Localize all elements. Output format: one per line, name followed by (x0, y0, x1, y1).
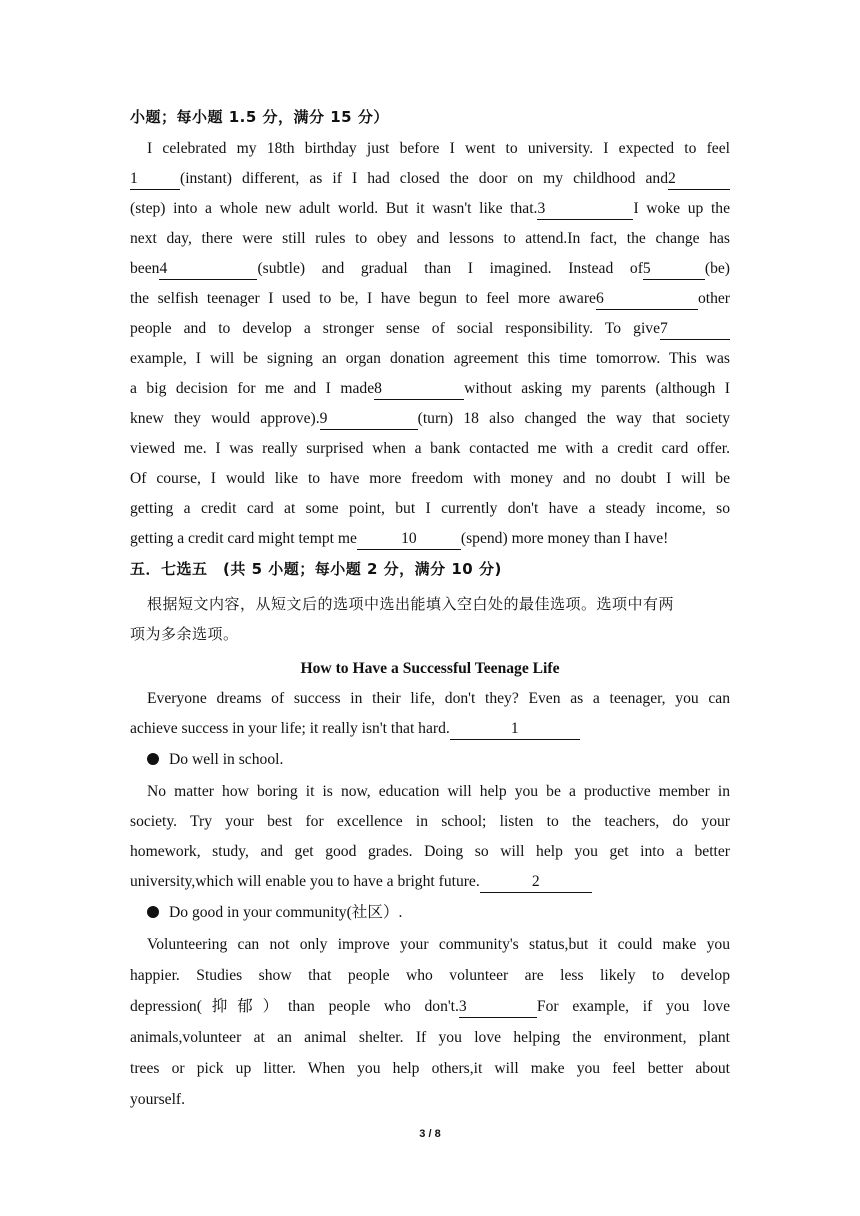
question-blank-3[interactable]: 3 (459, 997, 537, 1018)
passage2-line: happier. Studies show that people who volunteer are less likely to develop (130, 967, 730, 984)
passage1-line: next day, there were still rules to obey and lessons to attend.In fact, the change has (130, 230, 730, 247)
part5-header: 五．七选五 (共 5 小题；每小题 2 分，满分 10 分) (130, 560, 502, 578)
passage2-line: yourself. (130, 1091, 185, 1108)
instructions-line: 项为多余选项。 (130, 625, 239, 643)
blank-3[interactable]: 3 (537, 199, 633, 220)
passage2-line: No matter how boring it is now, education will help you be a productive member in (147, 783, 730, 800)
blank-2[interactable]: 2 (668, 169, 730, 190)
passage2-line: homework, study, and get good grades. Doing so will help you get into a better (130, 843, 730, 860)
passage2-line: society. Try your best for excellence in school; listen to the teachers, do your (130, 813, 730, 830)
passage2-title: How to Have a Successful Teenage Life (300, 660, 560, 677)
passage2-line: depression(抑郁）than people who don't.3 For example, if you love (130, 992, 730, 1022)
passage2-line: trees or pick up litter. When you help others,it will make you feel better about (130, 1060, 730, 1077)
question-blank-1[interactable]: 1 (450, 719, 580, 740)
passage1-line: getting a credit card at some point, but I currently don't have a steady income, so (130, 500, 730, 517)
part4-header: 小题；每小题 1.5 分，满分 15 分） (130, 108, 389, 126)
passage1-line: I celebrated my 18th birthday just before I went to university. I expected to feel (147, 140, 730, 157)
page-number: 3 / 8 (419, 1128, 441, 1140)
blank-6[interactable]: 6 (596, 289, 698, 310)
blank-8[interactable]: 8 (374, 379, 464, 400)
passage1-line: Of course, I would like to have more freedom with money and no doubt I will be (130, 470, 730, 487)
blank-1[interactable]: 1 (130, 169, 180, 190)
blank-10[interactable]: 10 (357, 529, 461, 550)
passage2-line: university,which will enable you to have a bright future. 2 (130, 867, 730, 897)
passage1-line: been4 (subtle) and gradual than I imagined. Instead of5 (be) (130, 254, 730, 284)
passage2-line: Volunteering can not only improve your community's status,but it could make you (147, 936, 730, 953)
passage1-line: the selfish teenager I used to be, I have begun to feel more aware6 other (130, 284, 730, 314)
passage1-line: viewed me. I was really surprised when a bank contacted me with a credit card offer. (130, 440, 730, 457)
question-blank-2[interactable]: 2 (480, 872, 592, 893)
passage1-line: example, I will be signing an organ donation agreement this time tomorrow. This was (130, 350, 730, 367)
passage1-line: getting a credit card might tempt me 10 (spend) more money than I have! (130, 524, 730, 554)
passage1-line: (step) into a whole new adult world. But it wasn't like that.3 I woke up the (130, 194, 730, 224)
bullet-icon (147, 906, 159, 918)
passage2-line: achieve success in your life; it really isn't that hard. 1 (130, 714, 730, 744)
passage1-line: knew they would approve).9 (turn) 18 also changed the way that society (130, 404, 730, 434)
blank-7[interactable]: 7 (660, 319, 730, 340)
bullet-item: Do good in your community(社区）. (130, 898, 730, 928)
blank-4[interactable]: 4 (159, 259, 257, 280)
bullet-icon (147, 753, 159, 765)
blank-5[interactable]: 5 (643, 259, 705, 280)
instructions-line: 根据短文内容，从短文后的选项中选出能填入空白处的最佳选项。选项中有两 (147, 595, 675, 613)
passage2-line: Everyone dreams of success in their life, don't they? Even as a teenager, you can (147, 690, 730, 707)
passage1-line: 1 (instant) different, as if I had closed the door on my childhood and2 (130, 164, 730, 194)
blank-9[interactable]: 9 (320, 409, 418, 430)
bullet-item: Do well in school. (130, 745, 730, 775)
passage2-line: animals,volunteer at an animal shelter. If you love helping the environment, plant (130, 1029, 730, 1046)
passage1-line: people and to develop a stronger sense of social responsibility. To give7 (130, 314, 730, 344)
passage1-line: a big decision for me and I made8 without asking my parents (although I (130, 374, 730, 404)
